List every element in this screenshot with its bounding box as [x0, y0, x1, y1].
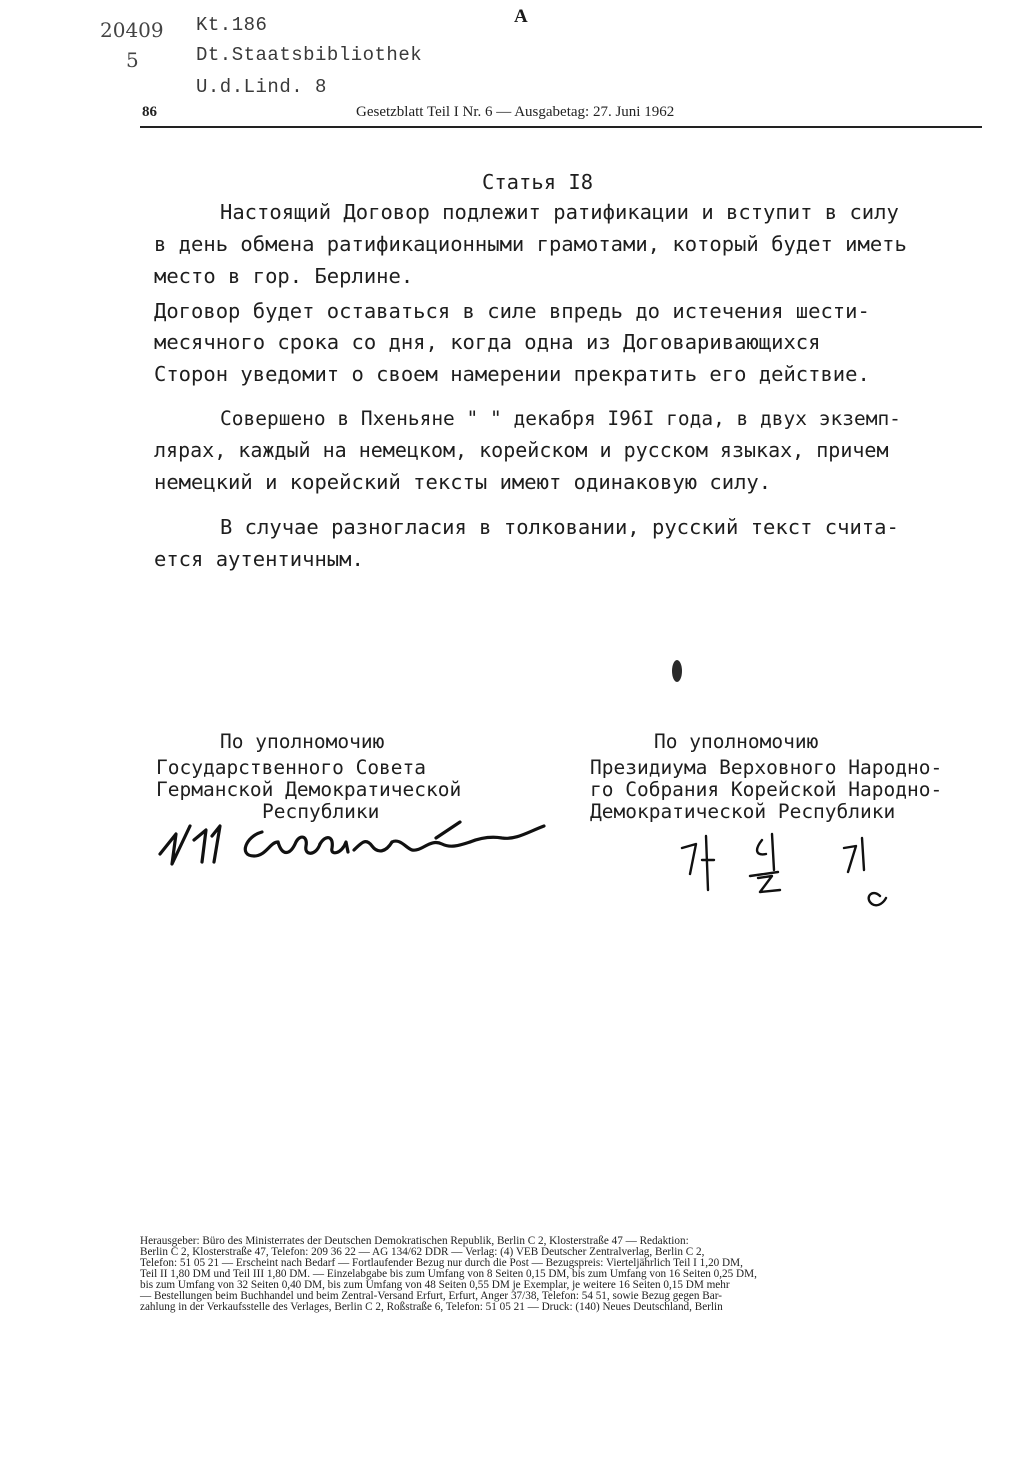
article-line: лярах, каждый на немецком, корейском и русском языках, причем [154, 438, 889, 462]
right-signatory-line-3: го Собрания Корейской Народно- [590, 778, 943, 801]
ink-blot [672, 660, 682, 682]
article-line: Договор будет оставаться в силе впредь до истечения шести- [154, 299, 870, 323]
imprint-line: zahlung in der Verkaufsstelle des Verlages, Berlin C 2, Roßstraße 6, Telefon: 51 05 21 — Druck: (140) Neues Deutschland, Berlin [140, 1301, 723, 1313]
imprint-line: Herausgeber: Büro des Ministerrates der Deutschen Demokratischen Republik, Berlin C 2, Klosterstraße 47 — Redaktion: [140, 1235, 689, 1247]
library-stamp-line-1: Kt.186 [196, 14, 268, 36]
header-rule [140, 126, 982, 128]
imprint-line: — Bestellungen beim Buchhandel und beim Zentral-Versand Erfurt, Erfurt, Anger 37/38, Telefon: 54 51, sowie Bezug gegen Bar- [140, 1290, 722, 1302]
article-line: В случае разногласия в толковании, русский текст счита- [220, 515, 899, 539]
left-signatory-line-1: По уполномочию [220, 730, 385, 753]
left-signatory-line-2: Государственного Совета [156, 756, 427, 779]
handwritten-digit: 5 [126, 48, 139, 72]
handwritten-archive-number: 20409 [100, 18, 164, 42]
article-line: Настоящий Договор подлежит ратификации и вступит в силу [220, 200, 899, 224]
left-signatory-line-3: Германской Демократической [156, 778, 462, 801]
article-line: Совершено в Пхеньяне " " декабря I96I года, в двух экземп- [220, 407, 901, 430]
left-handwritten-signature [150, 812, 550, 876]
library-stamp-line-2: Dt.Staatsbibliothek [196, 44, 423, 66]
library-stamp-line-3: U.d.Lind. 8 [196, 76, 327, 98]
article-line: место в гор. Берлине. [154, 264, 414, 288]
page-number: 86 [142, 104, 157, 120]
left-signatory-line-4: Республики [262, 800, 380, 823]
imprint-line: Berlin C 2, Klosterstraße 47, Telefon: 209 36 22 — AG 134/62 DDR — Verlag: (4) VEB Deutscher Zentralverlag, Berlin C 2, [140, 1246, 705, 1258]
imprint-line: bis zum Umfang von 32 Seiten 0,40 DM, bis zum Umfang von 48 Seiten 0,55 DM je Exemplar, je weitere 16 Seiten 0,15 DM mehr [140, 1279, 730, 1291]
article-line: Сторон уведомит о своем намерении прекратить его действие. [154, 362, 870, 386]
stamp-letter: A [514, 6, 528, 27]
imprint-line: Telefon: 51 05 21 — Erscheint nach Bedarf — Fortlaufender Bezug nur durch die Post — Bezugspreis: Vierteljährlich Teil I 1,20 DM, [140, 1257, 743, 1269]
gazette-header: Gesetzblatt Teil I Nr. 6 — Ausgabetag: 27. Juni 1962 [356, 104, 675, 120]
imprint-line: Teil II 1,80 DM und Teil III 1,80 DM. — Einzelabgabe bis zum Umfang von 8 Seiten 0,15 DM, bis zum Umfang von 16 Seiten 0,25 DM, [140, 1268, 757, 1280]
article-line: немецкий и корейский тексты имеют одинаковую силу. [154, 470, 772, 494]
article-line: в день обмена ратификационными грамотами, который будет иметь [154, 232, 907, 256]
right-signatory-line-4: Демократической Республики [590, 800, 896, 823]
article-line: ется аутентичным. [154, 547, 364, 571]
article-line: месячного срока со дня, когда одна из Договаривающихся [154, 330, 821, 354]
article-heading: Статья I8 [482, 170, 594, 194]
right-signatory-line-1: По уполномочию [654, 730, 819, 753]
right-handwritten-signature [668, 826, 898, 908]
right-signatory-line-2: Президиума Верховного Народно- [590, 756, 943, 779]
